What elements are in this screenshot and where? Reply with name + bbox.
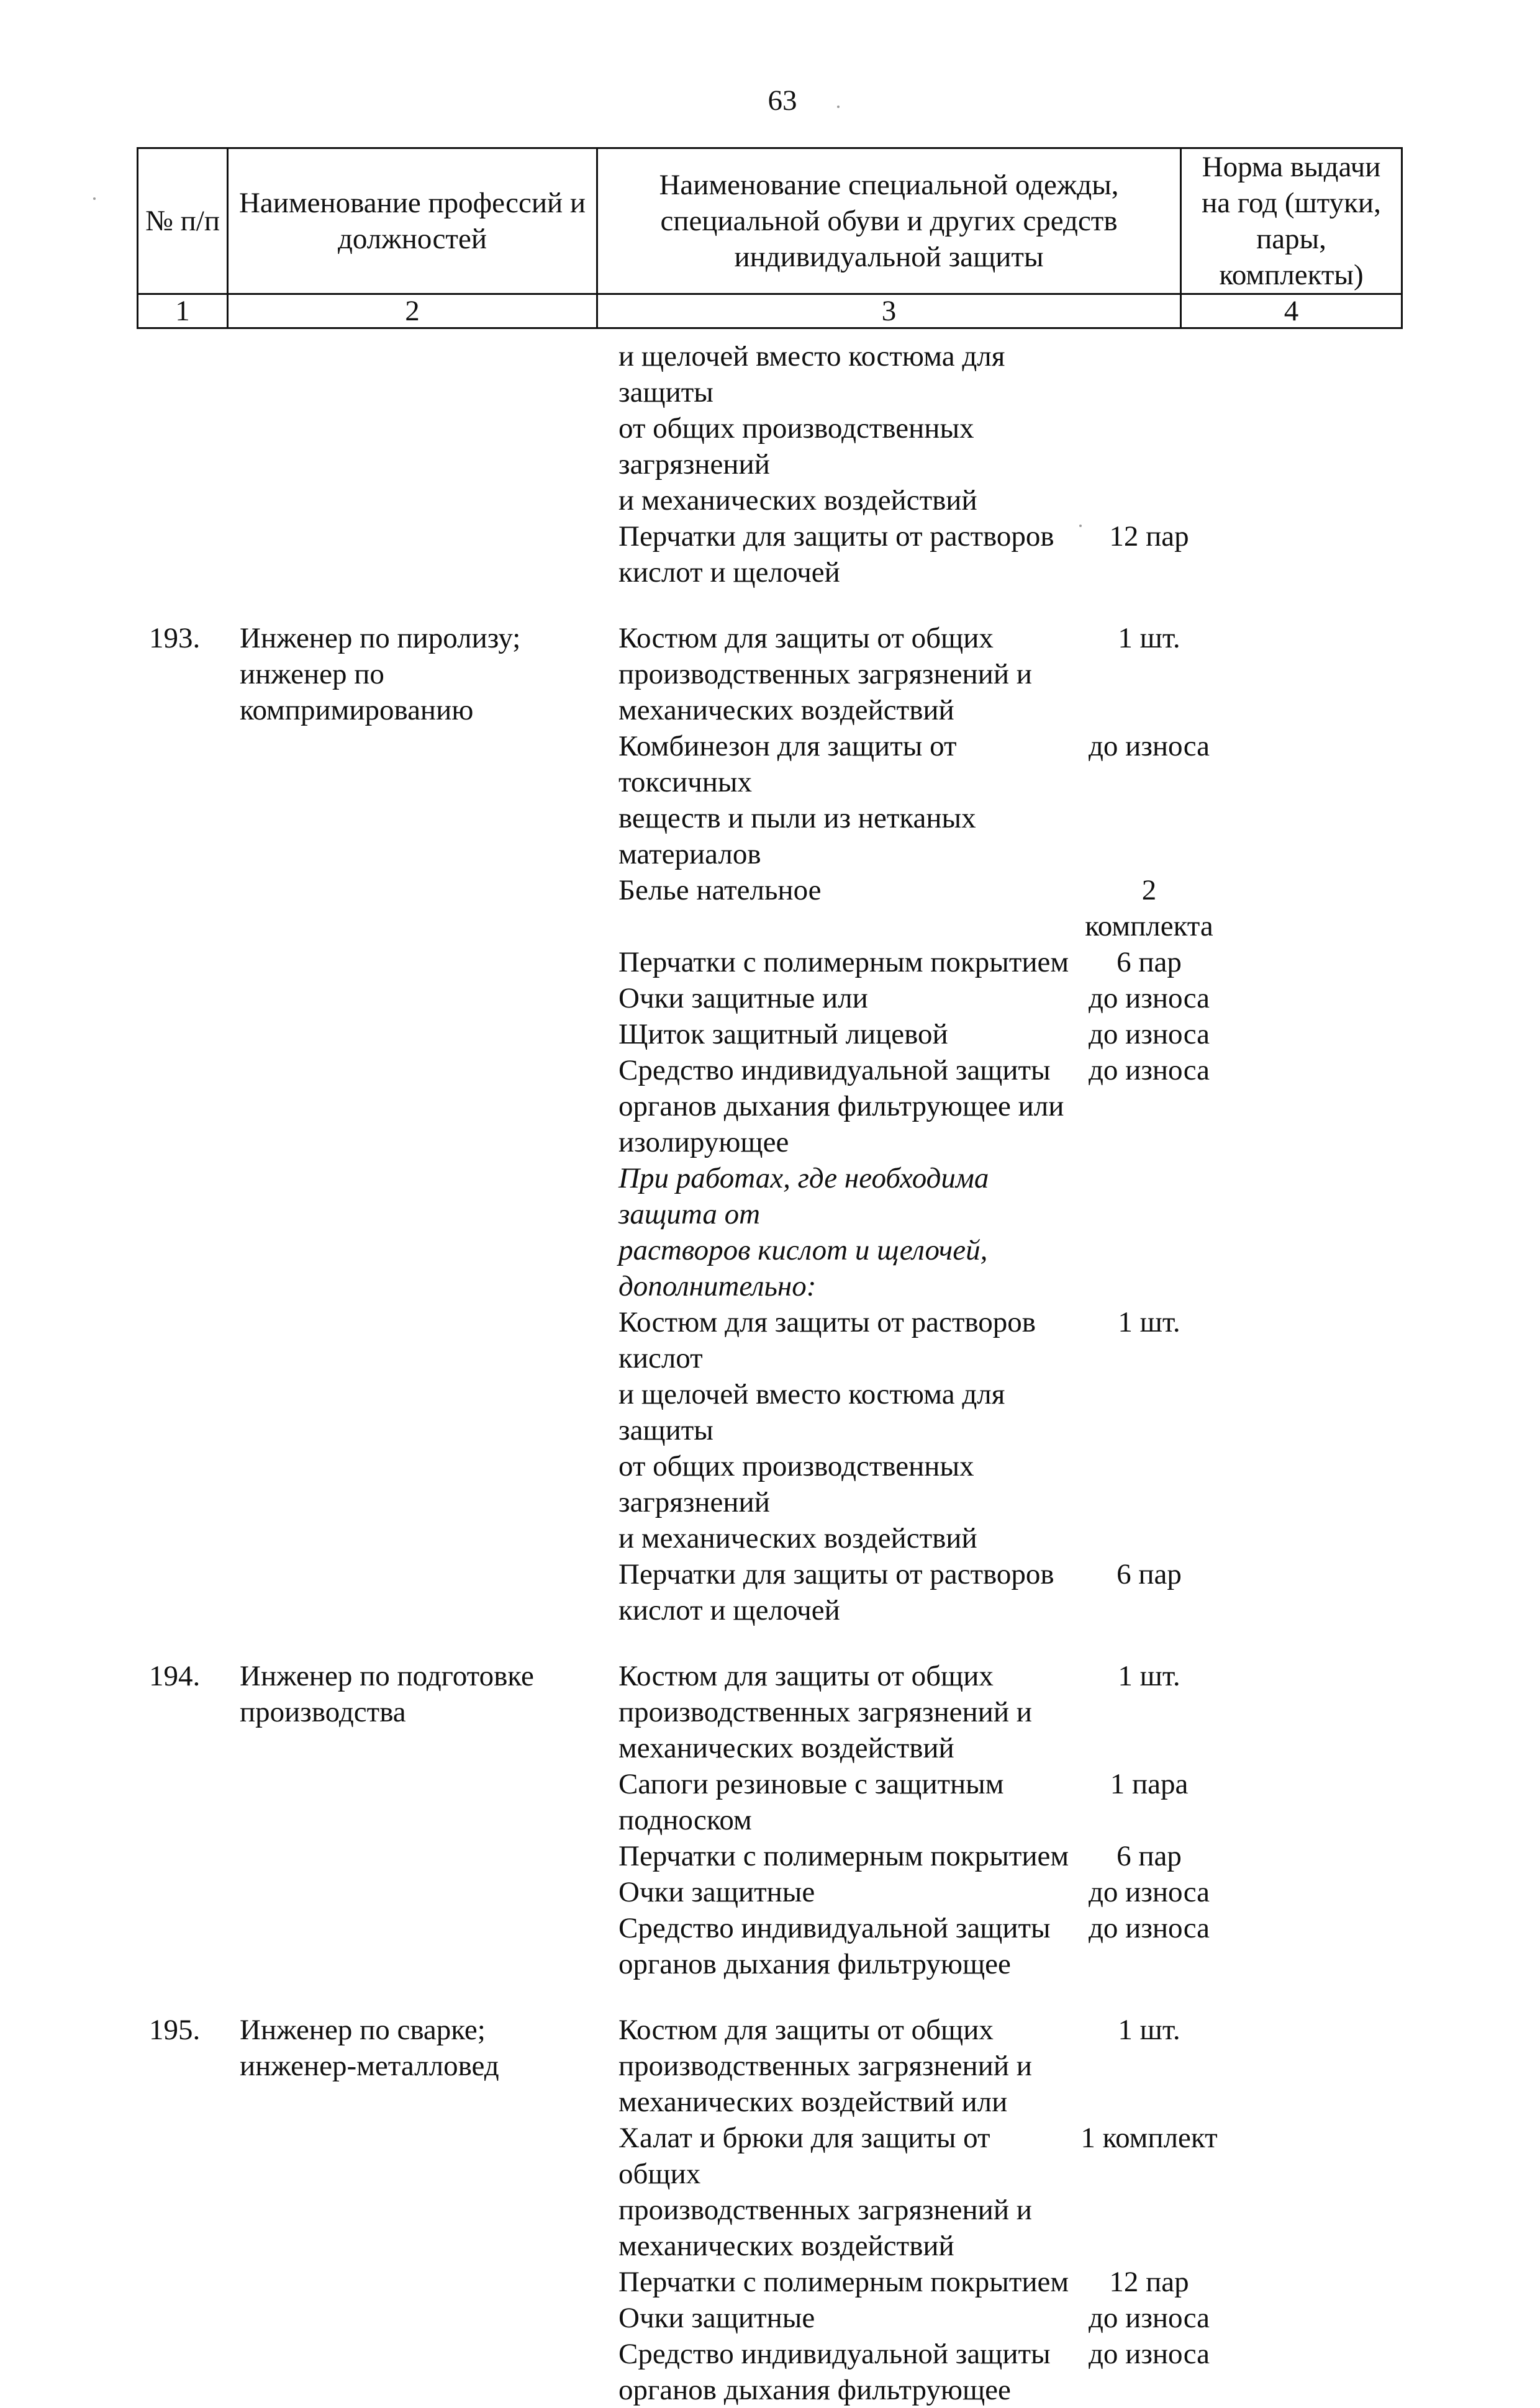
column-number-3: 3 (597, 294, 1181, 328)
issue-norm: до износа (1089, 1876, 1210, 1908)
table-row (0, 620, 1540, 1628)
profession-name: Инженер по сварке; инженер-металловед (240, 2014, 499, 2082)
equipment-item (600, 944, 1221, 980)
issue-norm: 1 шт. (1118, 2014, 1180, 2046)
equipment-name: Перчатки с полимерным покрытием (618, 1840, 1069, 1872)
issue-norm: 6 пар (1116, 1558, 1182, 1590)
column-number-1: 1 (138, 294, 228, 328)
header-col-number: № п/п (138, 148, 228, 294)
equipment-item (600, 980, 1221, 1016)
issue-norm: до износа (1089, 1018, 1210, 1050)
row-number: 194. (149, 1660, 201, 1692)
continuation-row (0, 338, 1540, 590)
header-row (138, 148, 1402, 294)
equipment-name: Комбинезон для защиты от токсичных веществ и пыли из нетканых материалов (618, 730, 976, 870)
column-number-4: 4 (1181, 294, 1402, 328)
equipment-name: Костюм для защиты от общих производственных загрязнений и механических воздействий (618, 1660, 1032, 1764)
equipment-item (600, 2300, 1221, 2336)
row-number: 193. (149, 622, 201, 654)
equipment-name: Очки защитные или (618, 982, 868, 1014)
equipment-item (600, 2264, 1221, 2300)
equipment-name: Перчатки для защиты от растворов кислот и щелочей (618, 1558, 1054, 1626)
table-row (0, 2012, 1540, 2408)
equipment-name: Белье нательное (618, 874, 822, 906)
table-body (0, 338, 1540, 2408)
row-number: 195. (149, 2014, 201, 2046)
equipment-item (600, 1556, 1221, 1628)
profession-name: Инженер по подготовке производства (240, 1660, 534, 1728)
profession-name: Инженер по пиролизу; инженер по компримированию (240, 622, 521, 726)
equipment-item (600, 1838, 1221, 1874)
header-col-norm: Норма выдачи на год (штуки, пары, комплекты) (1181, 148, 1402, 294)
issue-norm: 1 шт. (1118, 622, 1180, 654)
issue-norm: до износа (1089, 982, 1210, 1014)
scan-speck (93, 197, 96, 200)
equipment-name: Очки защитные (618, 1876, 815, 1908)
issue-norm: 1 пара (1110, 1768, 1189, 1800)
equipment-name: Средство индивидуальной защиты органов дыхания фильтрующее (618, 2338, 1051, 2406)
issue-norm: 1 шт. (1118, 1660, 1180, 1692)
issue-norm: до износа (1089, 1054, 1210, 1086)
equipment-name: Средство индивидуальной защиты органов дыхания фильтрующее (618, 1912, 1051, 1980)
equipment-item (600, 1052, 1221, 1160)
equipment-name: Халат и брюки для защиты от общих производственных загрязнений и механических воздействий (618, 2122, 1032, 2262)
scan-speck (837, 106, 840, 108)
equipment-name: и щелочей вместо костюма для защиты от общих производственных загрязнений и механических воздействий (618, 340, 1005, 516)
equipment-list (600, 620, 1221, 1628)
equipment-item (600, 1910, 1221, 1982)
issue-norm: до износа (1089, 730, 1210, 762)
equipment-item (600, 1160, 1221, 1304)
issue-norm: 6 пар (1116, 946, 1182, 978)
equipment-item (600, 1874, 1221, 1910)
equipment-name: Перчатки с полимерным покрытием (618, 946, 1069, 978)
page-number: 63 (768, 84, 797, 117)
issue-norm: 2 комплекта (1085, 874, 1213, 942)
issue-norm: 6 пар (1116, 1840, 1182, 1872)
column-number-2: 2 (228, 294, 597, 328)
column-number-row (138, 294, 1402, 328)
equipment-item (600, 1658, 1221, 1766)
issue-norm: до износа (1089, 1912, 1210, 1944)
equipment-name: Костюм для защиты от общих производственных загрязнений и механических воздействий или (618, 2014, 1032, 2118)
issue-norm: 1 комплект (1080, 2122, 1218, 2154)
equipment-item (600, 2336, 1221, 2408)
equipment-list (600, 1658, 1221, 1982)
scan-speck (1079, 525, 1082, 527)
equipment-item (600, 338, 1221, 518)
equipment-name: Костюм для защиты от общих производственных загрязнений и механических воздействий (618, 622, 1032, 726)
issue-norm: 12 пар (1109, 2266, 1189, 2298)
table-row (0, 1658, 1540, 1982)
issue-norm: 12 пар (1109, 520, 1189, 552)
equipment-item (600, 872, 1221, 944)
equipment-item (600, 1304, 1221, 1556)
equipment-name: Средство индивидуальной защиты органов дыхания фильтрующее или изолирующее (618, 1054, 1064, 1158)
header-col-profession: Наименование профессий и должностей (228, 148, 597, 294)
equipment-item (600, 518, 1221, 590)
equipment-list (600, 2012, 1221, 2408)
issue-norm: 1 шт. (1118, 1306, 1180, 1338)
issue-norm: до износа (1089, 2338, 1210, 2370)
equipment-item (600, 1016, 1221, 1052)
equipment-name: Перчатки с полимерным покрытием (618, 2266, 1069, 2298)
equipment-item (600, 2120, 1221, 2264)
equipment-name: Очки защитные (618, 2302, 815, 2334)
equipment-name: Перчатки для защиты от растворов кислот и щелочей (618, 520, 1054, 588)
equipment-name: Костюм для защиты от растворов кислот и щелочей вместо костюма для защиты от общих производственных загрязнений и механических воздействий (618, 1306, 1036, 1554)
equipment-item (600, 1766, 1221, 1838)
equipment-item (600, 620, 1221, 728)
equipment-list (600, 338, 1221, 590)
equipment-item (600, 2012, 1221, 2120)
condition-note: При работах, где необходима защита от растворов кислот и щелочей, дополнительно: (618, 1162, 989, 1302)
equipment-item (600, 728, 1221, 872)
table-header (137, 147, 1403, 329)
equipment-name: Щиток защитный лицевой (618, 1018, 948, 1050)
header-col-equipment: Наименование специальной одежды, специальной обуви и других средств индивидуальной защиты (597, 148, 1181, 294)
issue-norm: до износа (1089, 2302, 1210, 2334)
equipment-name: Сапоги резиновые с защитным подноском (618, 1768, 1004, 1836)
